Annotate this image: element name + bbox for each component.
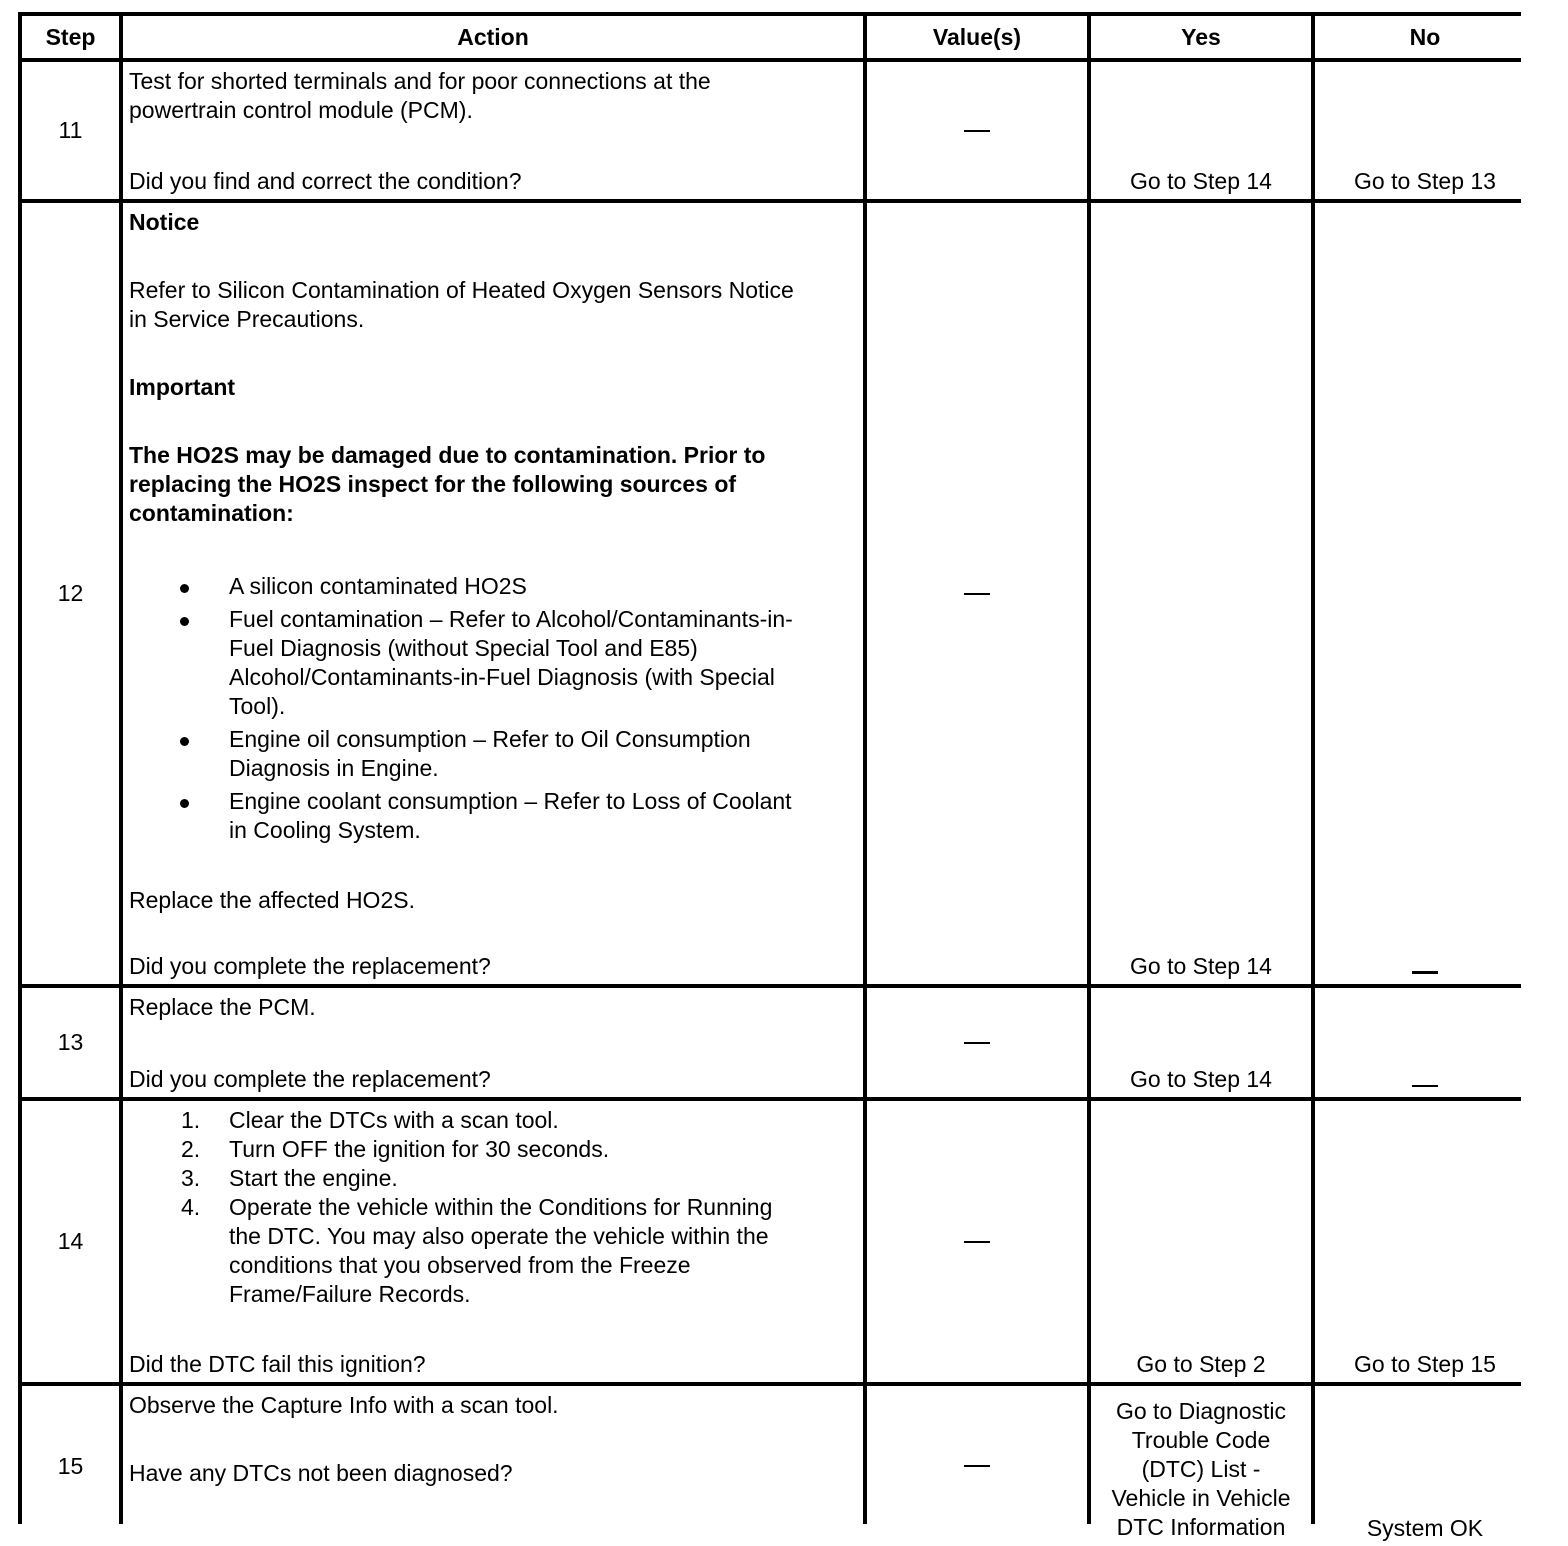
no-answer: System OK [1366, 1515, 1484, 1541]
step-number: 11 [22, 62, 119, 199]
question: Have any DTCs not been diagnosed? [129, 1460, 513, 1486]
list-item: 4. Operate the vehicle within the Conditions for Running the DTC. You may also operate the vehicle within the conditions that you observed from the Freeze Frame/Failure Records. [181, 1194, 773, 1307]
yes-cell [1091, 988, 1311, 1097]
value-cell [867, 1101, 1087, 1382]
replace-line: Replace the affected HO2S. [129, 887, 415, 913]
yes-answer: Go to Step 14 [1130, 168, 1272, 194]
question: Did you complete the replacement? [129, 953, 491, 979]
no-cell [1315, 1101, 1535, 1382]
value-dash [964, 1241, 990, 1243]
header-yes: Yes [1091, 16, 1311, 58]
value-dash [964, 1465, 990, 1467]
numbered-list [129, 1106, 857, 1309]
value-cell [867, 1386, 1087, 1546]
step-number: 13 [22, 988, 119, 1097]
no-answer: Go to Step 15 [1354, 1351, 1496, 1377]
value-dash [964, 1042, 990, 1044]
step-number: 12 [22, 203, 119, 984]
header-values: Value(s) [867, 16, 1087, 58]
list-item: 3. Start the engine. [181, 1165, 398, 1191]
value-cell [867, 62, 1087, 199]
important-line: contamination: [129, 500, 294, 526]
question: Did the DTC fail this ignition? [129, 1351, 426, 1377]
list-item: 1. Clear the DTCs with a scan tool. [181, 1107, 559, 1133]
header-step: Step [22, 16, 119, 58]
value-dash [964, 130, 990, 132]
action-line: Observe the Capture Info with a scan tool. [129, 1392, 559, 1418]
list-item: Fuel contamination – Refer to Alcohol/Contaminants-in- Fuel Diagnosis (without Special Tool and E85) Alcohol/Contaminants-in-Fuel Diagnosis (with Special Tool). [129, 605, 857, 721]
no-cell [1315, 62, 1535, 199]
no-cell [1315, 203, 1535, 984]
action-cell [123, 988, 863, 1097]
bullet-icon [180, 617, 189, 626]
header-no: No [1315, 16, 1535, 58]
no-answer [1315, 1065, 1535, 1094]
bullet-icon [180, 737, 189, 746]
diagnostic-table [18, 12, 1521, 1541]
value-cell [867, 203, 1087, 984]
bullet-list [129, 572, 857, 845]
notice-line: in Service Precautions. [129, 306, 365, 332]
no-answer: Go to Step 13 [1354, 168, 1496, 194]
no-cell [1315, 988, 1535, 1097]
action-line: Test for shorted terminals and for poor connections at the [129, 68, 711, 94]
action-cell [123, 1386, 863, 1546]
yes-answer: Go to Step 14 [1130, 953, 1272, 979]
step-number: 15 [22, 1386, 119, 1546]
list-item: 2. Turn OFF the ignition for 30 seconds. [181, 1136, 610, 1162]
yes-answer: Go to Diagnostic Trouble Code (DTC) List - Vehicle in Vehicle DTC Information [1111, 1398, 1291, 1540]
action-cell [123, 62, 863, 199]
value-dash [964, 593, 990, 595]
list-item: A silicon contaminated HO2S [129, 572, 857, 601]
important-heading: Important [129, 374, 236, 400]
step-number: 14 [22, 1101, 119, 1382]
no-dash [1412, 971, 1438, 974]
action-cell [123, 203, 863, 984]
question: Did you complete the replacement? [129, 1066, 491, 1092]
header-action: Action [123, 16, 863, 58]
action-line: Replace the PCM. [129, 994, 316, 1020]
yes-answer: Go to Step 14 [1130, 1066, 1272, 1092]
yes-cell [1091, 1101, 1311, 1382]
notice-line: Refer to Silicon Contamination of Heated Oxygen Sensors Notice [129, 277, 794, 303]
yes-cell [1091, 203, 1311, 984]
question: Did you find and correct the condition? [129, 168, 522, 194]
value-cell [867, 988, 1087, 1097]
action-line: powertrain control module (PCM). [129, 97, 473, 123]
yes-cell [1091, 1386, 1311, 1546]
list-item: Engine coolant consumption – Refer to Loss of Coolant in Cooling System. [129, 787, 857, 845]
no-dash [1412, 1085, 1438, 1087]
important-line: The HO2S may be damaged due to contamination. Prior to [129, 442, 766, 468]
no-cell [1315, 1386, 1535, 1546]
yes-cell [1091, 62, 1311, 199]
list-item: Engine oil consumption – Refer to Oil Consumption Diagnosis in Engine. [129, 725, 857, 783]
no-answer [1315, 952, 1535, 981]
important-line: replacing the HO2S inspect for the following sources of [129, 471, 737, 497]
bullet-icon [180, 584, 189, 593]
yes-answer: Go to Step 2 [1136, 1351, 1266, 1377]
bullet-icon [180, 799, 189, 808]
action-cell [123, 1101, 863, 1382]
notice-heading: Notice [129, 209, 200, 235]
